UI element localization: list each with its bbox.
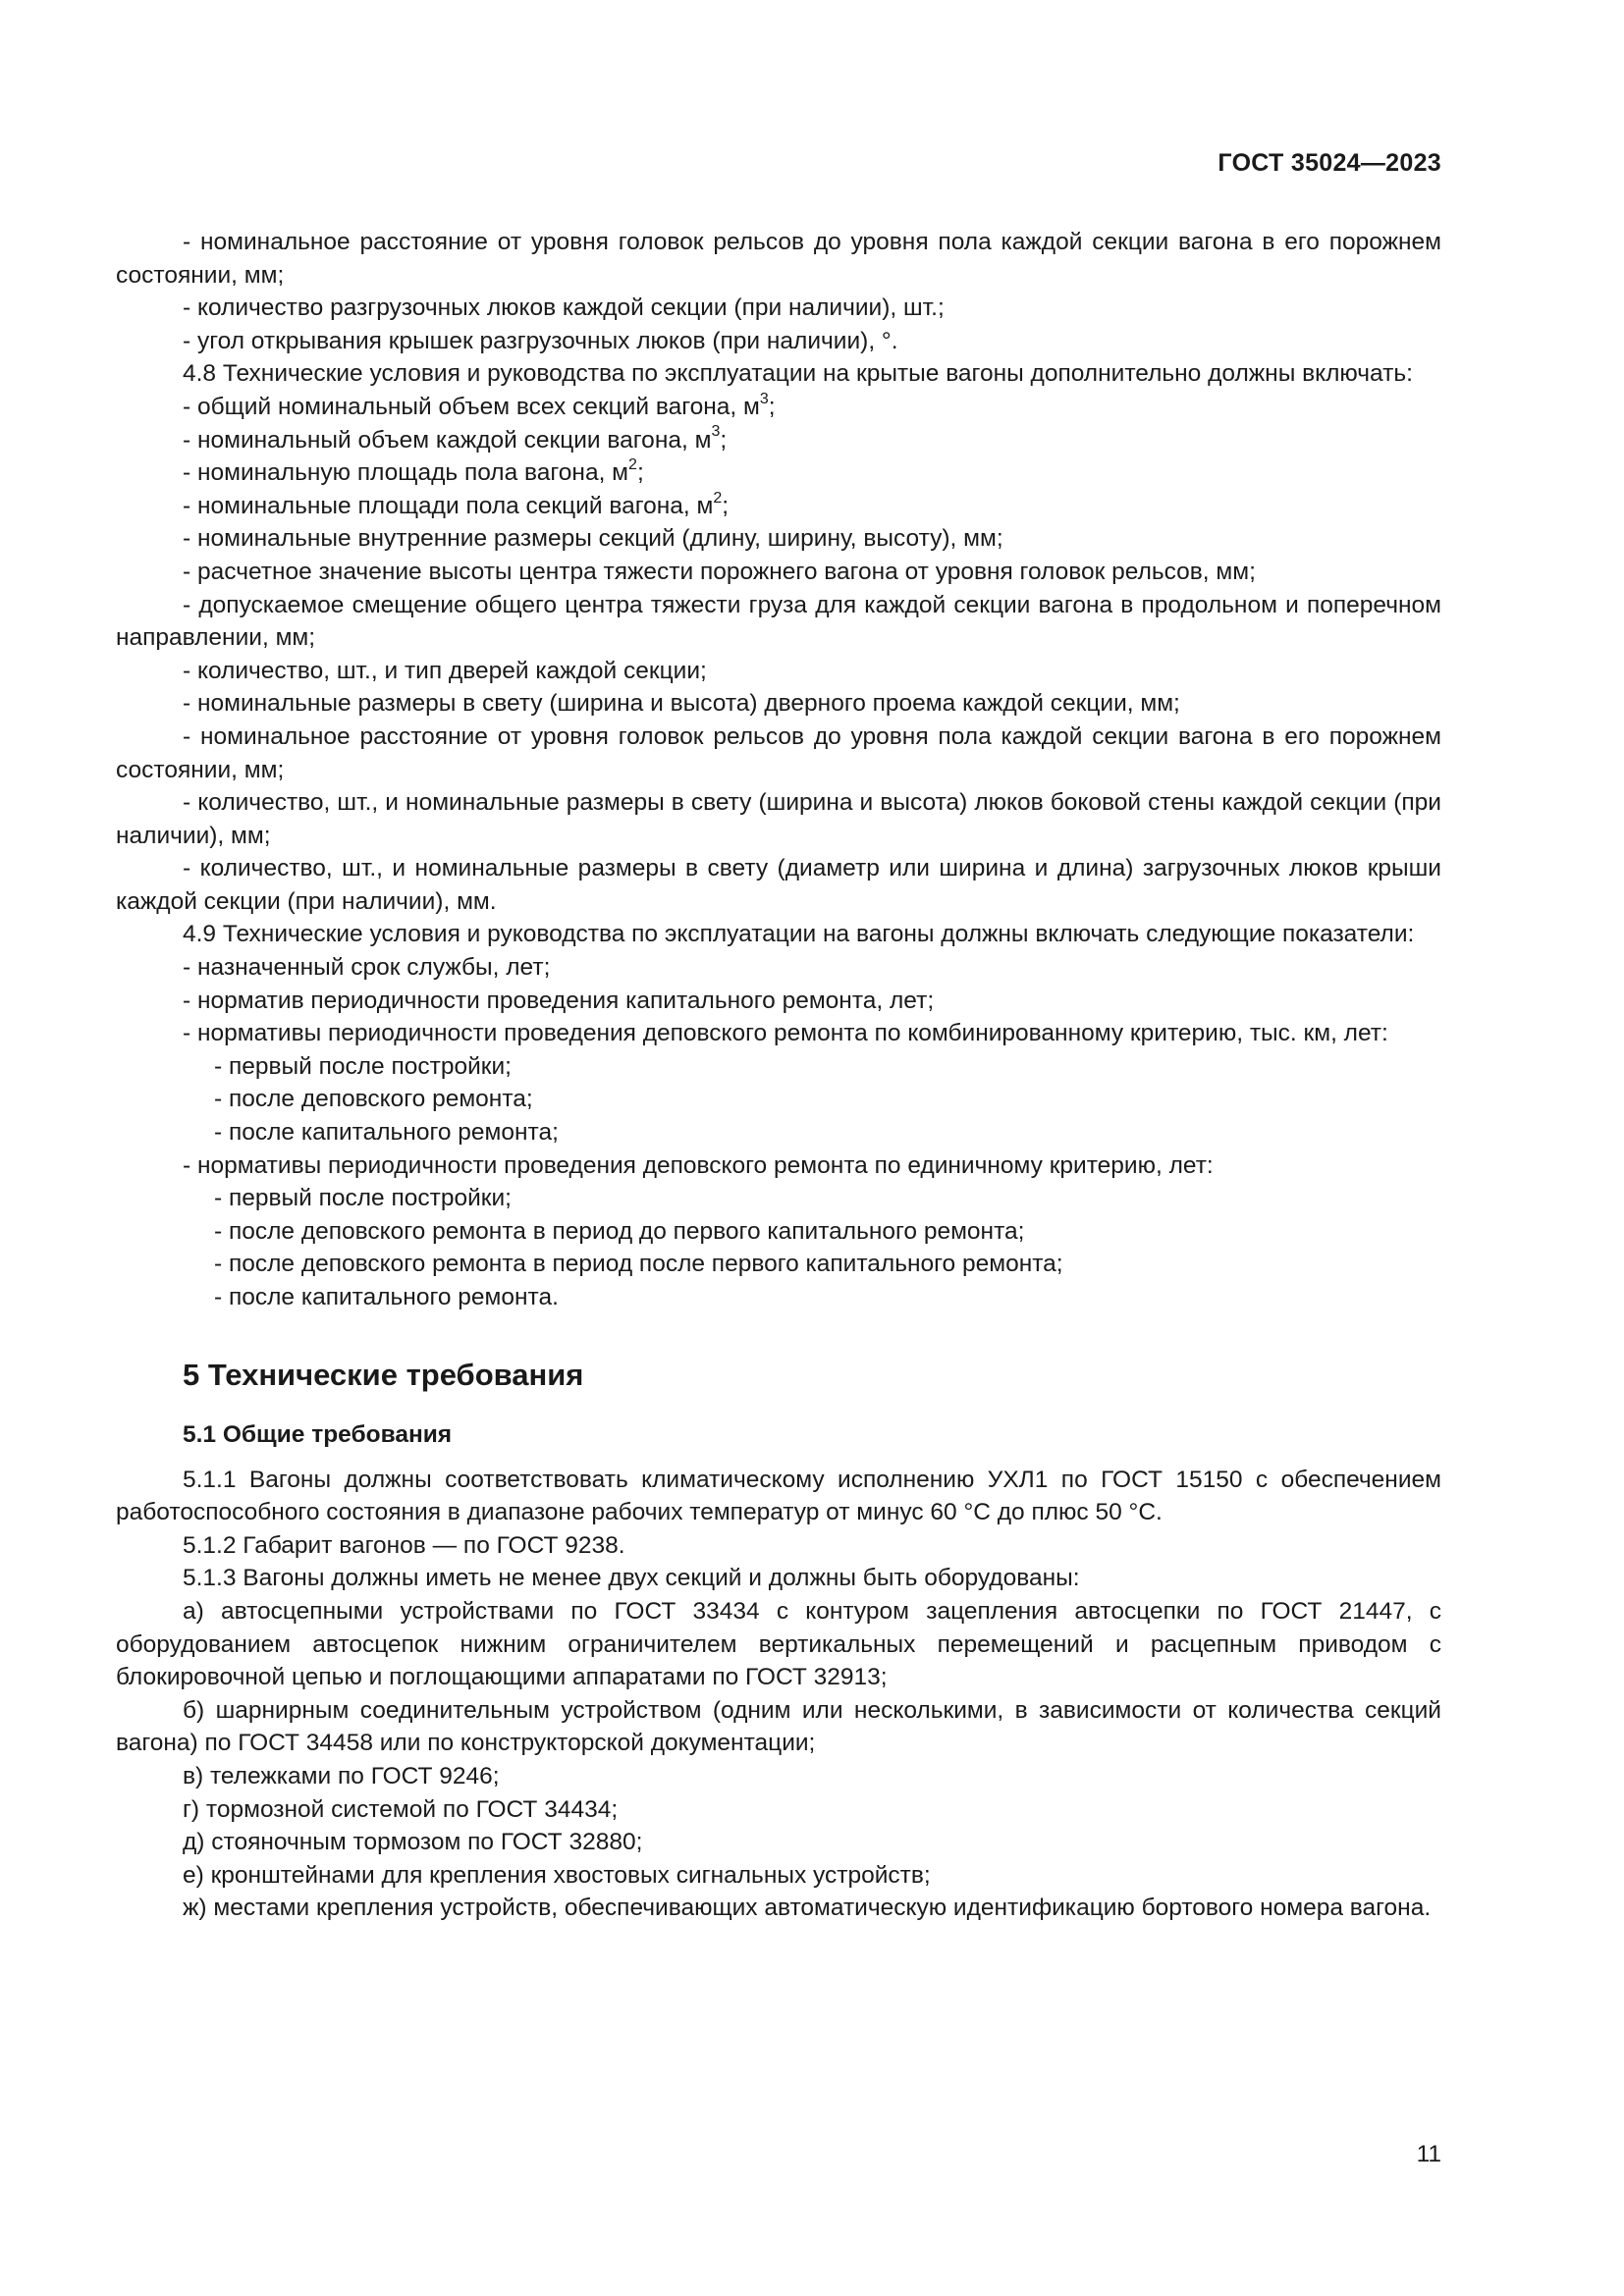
sub-list-item: - после деповского ремонта в период до первого капитального ремонта; [214, 1217, 1025, 1245]
list-item: - количество, шт., и номинальные размеры в свету (диаметр или ширина и длина) загрузочных люков крыши каждой секции (при наличии), мм. [116, 855, 1441, 915]
list-item: - номинальные внутренние размеры секций (длину, ширину, высоту), мм; [183, 525, 1003, 553]
list-item: - нормативы периодичности проведения деповского ремонта по единичному критерию, лет: [183, 1151, 1214, 1179]
superscript: 3 [711, 423, 721, 441]
superscript: 2 [628, 456, 637, 473]
list-item: - номинальное расстояние от уровня головок рельсов до уровня пола каждой секции вагона в его порожнем состоянии, мм; [116, 229, 1441, 289]
list-item: - расчетное значение высоты центра тяжести порожнего вагона от уровня головок рельсов, мм; [183, 558, 1256, 585]
list-item: - номинальную площадь пола вагона, $м^2$; [183, 456, 644, 487]
paragraph: а) автосцепными устройствами по ГОСТ 33434 с контуром зацепления автосцепки по ГОСТ 21447, с оборудованием автосцепок нижним ограничителем вертикальных перемещений и расцепным приводом с блокировочной цепью и поглощающими аппаратами по ГОСТ 32913; [116, 1597, 1441, 1691]
paragraph: д) стояночным тормозом по ГОСТ 32880; [183, 1829, 643, 1856]
paragraph: в) тележками по ГОСТ 9246; [183, 1762, 500, 1789]
paragraph: 5.1.2 Габарит вагонов — по ГОСТ 9238. [183, 1531, 625, 1559]
superscript: 2 [713, 489, 723, 507]
paragraph: 4.9 Технические условия и руководства по эксплуатации на вагоны должны включать следующие показатели: [183, 921, 1415, 948]
paragraph: 5.1.3 Вагоны должны иметь не менее двух секций и должны быть оборудованы: [183, 1565, 1080, 1592]
list-item: - номинальное расстояние от уровня головок рельсов до уровня пола каждой секции вагона в его порожнем состоянии, мм; [116, 722, 1441, 783]
sub-list-item: - первый после постройки; [214, 1052, 512, 1080]
list-item: - нормативы периодичности проведения деповского ремонта по комбинированному критерию, тыс. км, лет: [183, 1020, 1388, 1047]
list-item: - допускаемое смещение общего центра тяжести груза для каждой секции вагона в продольном и поперечном направлении, мм; [116, 591, 1441, 652]
sub-list-item: - первый после постройки; [214, 1185, 512, 1212]
sub-list-item: - после деповского ремонта в период после первого капитального ремонта; [214, 1251, 1063, 1278]
list-item: - номинальные площади пола секций вагона, $м^2$; [183, 489, 730, 519]
paragraph: ж) местами крепления устройств, обеспечивающих автоматическую идентификацию бортового номера вагона. [183, 1895, 1432, 1922]
subsection-heading: 5.1 Общие требования [183, 1420, 453, 1448]
paragraph: 4.8 Технические условия и руководства по эксплуатации на крытые вагоны дополнительно должны включать: [183, 360, 1413, 388]
paragraph: е) кронштейнами для крепления хвостовых сигнальных устройств; [183, 1861, 931, 1889]
sub-list-item: - после капитального ремонта. [214, 1284, 559, 1310]
list-item: - общий номинальный объем всех секций вагона, $м^3$; [183, 390, 776, 420]
document-code-header: ГОСТ 35024—2023 [1218, 149, 1441, 177]
list-item: - номинальные размеры в свету (ширина и высота) дверного проема каждой секции, мм; [183, 690, 1180, 718]
sub-list-item: - после капитального ремонта; [214, 1119, 559, 1147]
list-item: - угол открывания крышек разгрузочных люков (при наличии), °. [183, 327, 898, 354]
list-item: - количество, шт., и тип дверей каждой секции; [183, 657, 707, 684]
document-body [116, 226, 1441, 1925]
list-item: - количество, шт., и номинальные размеры в свету (ширина и высота) люков боковой стены каждой секции (при наличии), мм; [116, 789, 1441, 849]
paragraph: б) шарнирным соединительным устройством (одним или несколькими, в зависимости от количества секций вагона) по ГОСТ 34458 или по конструкторской документации; [116, 1696, 1441, 1757]
paragraph: г) тормозной системой по ГОСТ 34434; [183, 1795, 619, 1823]
section-heading: 5 Технические требования [183, 1357, 584, 1392]
list-item: - количество разгрузочных люков каждой секции (при наличии), шт.; [183, 294, 945, 322]
superscript: 3 [759, 390, 769, 407]
list-item: - назначенный срок службы, лет; [183, 954, 551, 982]
list-item: - номинальный объем каждой секции вагона, $м^3$; [183, 423, 728, 454]
sub-list-item: - после деповского ремонта; [214, 1086, 533, 1113]
page-number: 11 [1416, 2141, 1441, 2167]
list-item: - норматив периодичности проведения капитального ремонта, лет; [183, 987, 935, 1014]
paragraph: 5.1.1 Вагоны должны соответствовать климатическому исполнению УХЛ1 по ГОСТ 15150 с обеспечением работоспособного состояния в диапазоне рабочих температур от минус 60 °С до плюс 50 °С. [116, 1466, 1441, 1526]
